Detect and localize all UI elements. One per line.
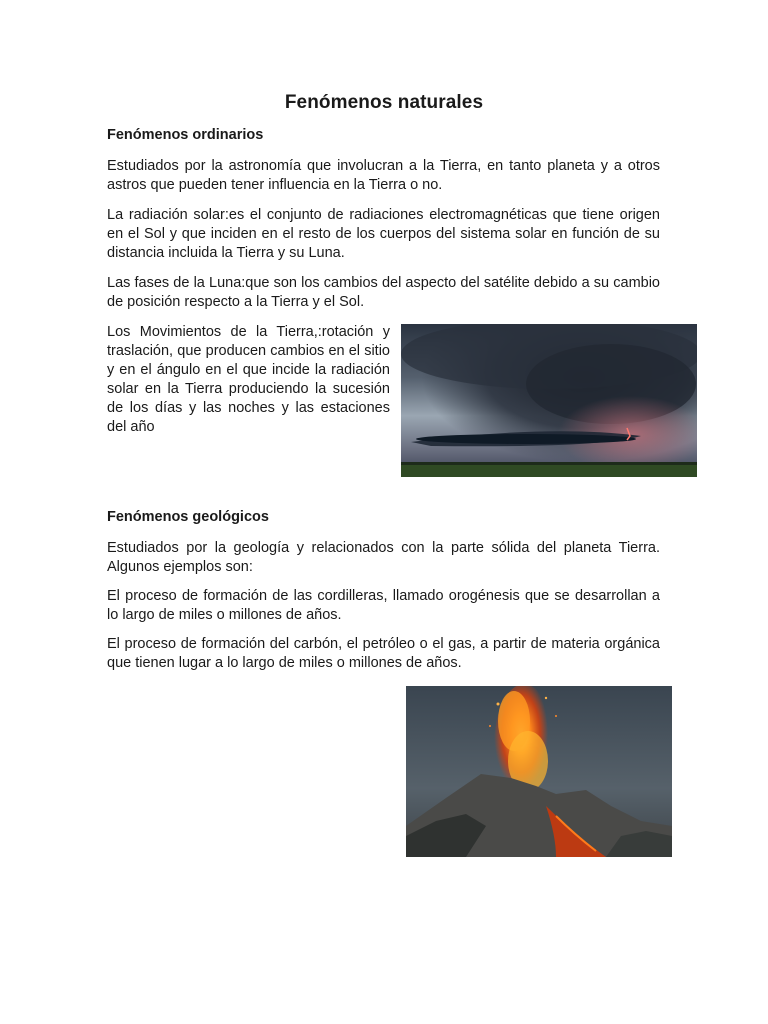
- storm-supercell-photo: [401, 324, 697, 477]
- section-heading-ordinarios: Fenómenos ordinarios: [107, 127, 264, 143]
- page-title: Fenómenos naturales: [284, 92, 484, 113]
- paragraph: Estudiados por la geología y relacionados con la parte sólida del planeta Tierra. Algunos ejemplos son:: [107, 540, 660, 575]
- paragraph: Los Movimientos de la Tierra,:rotación y traslación, que producen cambios en el sitio y en el ángulo en el que incide la radiación solar en la Tierra produciendo la sucesión de los días y las noches y las estaciones del año: [107, 324, 390, 435]
- paragraph: El proceso de formación del carbón, el petróleo o el gas, a partir de materia orgánica que tienen lugar a lo largo de miles o millones de años.: [107, 636, 660, 671]
- volcano-eruption-photo: [406, 686, 672, 857]
- section-heading-geologicos: Fenómenos geológicos: [107, 509, 269, 525]
- paragraph: El proceso de formación de las cordilleras, llamado orogénesis que se desarrollan a lo largo de miles o millones de años.: [107, 588, 660, 623]
- paragraph: La radiación solar:es el conjunto de radiaciones electromagnéticas que tiene origen en el Sol y que inciden en el resto de los cuerpos del sistema solar en función de su distancia incluida la Tierra y su Luna.: [107, 207, 660, 261]
- paragraph: Las fases de la Luna:que son los cambios del aspecto del satélite debido a su cambio de posición respecto a la Tierra y el Sol.: [107, 275, 660, 310]
- paragraph: Estudiados por la astronomía que involucran a la Tierra, en tanto planeta y a otros astros que pueden tener influencia en la Tierra o no.: [107, 158, 660, 193]
